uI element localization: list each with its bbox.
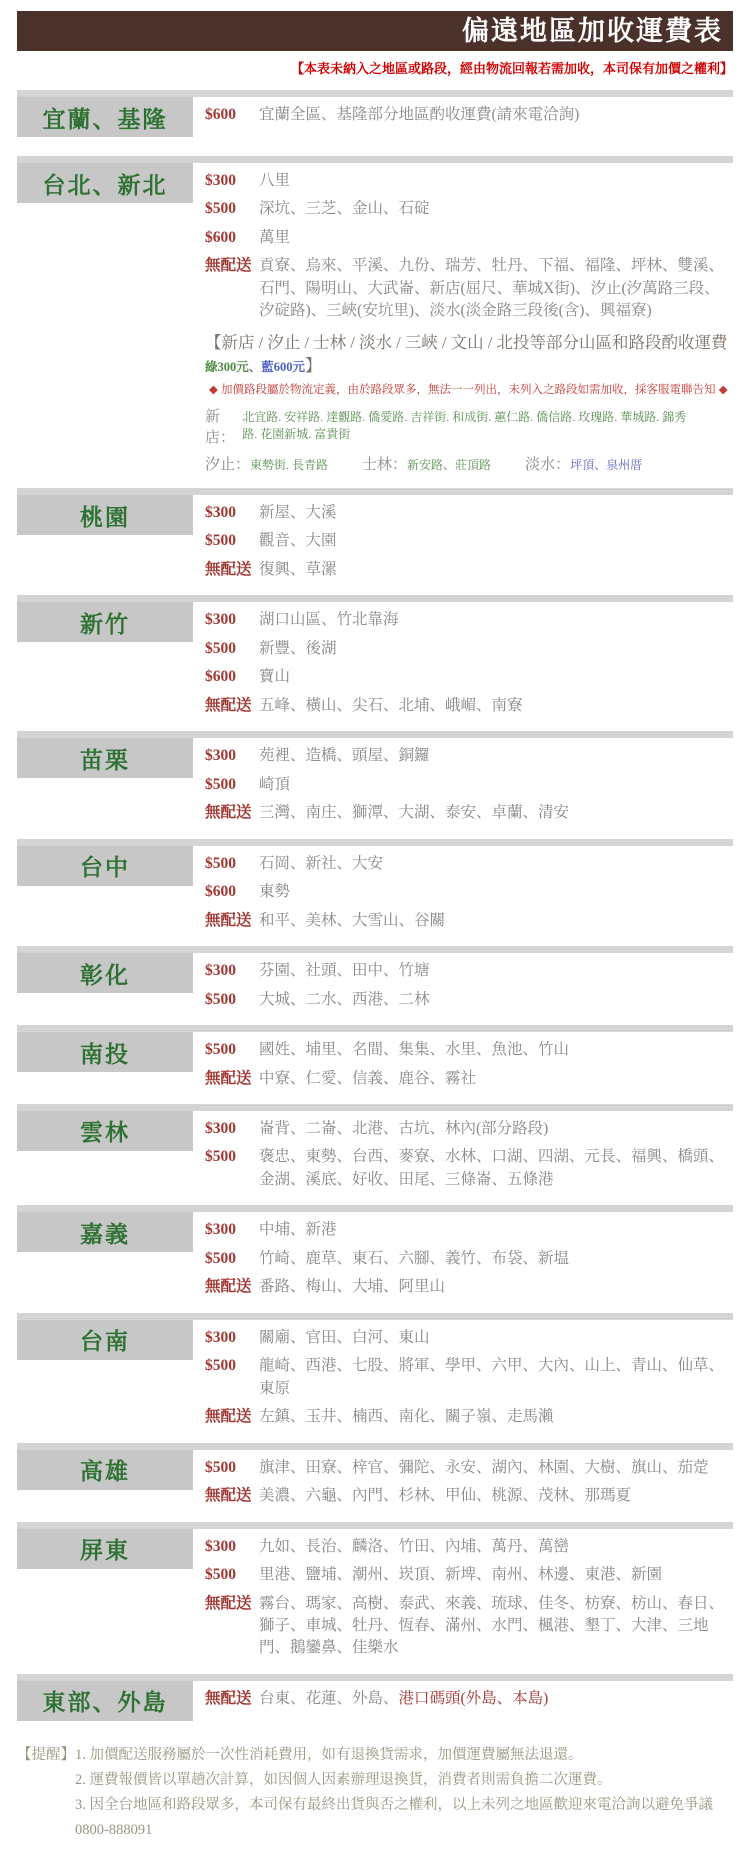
area-list: 龍崎、西港、七股、將軍、學甲、六甲、大內、山上、青山、仙草、東原 — [259, 1357, 725, 1397]
section — [17, 1674, 733, 1729]
fee-row — [205, 742, 733, 770]
price-tag: $600 — [205, 106, 236, 123]
fee-row — [205, 1143, 733, 1194]
footer-prefix: 【提醒】 — [17, 1746, 75, 1763]
no-delivery-tag: 無配送 — [205, 696, 252, 714]
area-list: 五峰、橫山、尖石、北埔、峨嵋、南寮 — [259, 696, 523, 714]
area-list: 崙背、二崙、北港、古坑、林內(部分路段) — [259, 1119, 549, 1137]
no-delivery-tag: 無配送 — [205, 1689, 252, 1707]
price-tag: $500 — [205, 854, 236, 872]
fee-row — [205, 1685, 733, 1713]
section — [17, 946, 733, 1014]
price-tag: $500 — [205, 1458, 236, 1476]
special-heading-part: 藍600元 — [261, 359, 306, 374]
fee-row — [205, 1115, 733, 1143]
route-list: 北宜路. 安祥路. 達觀路. 僑愛路. 吉祥街. 和成街. 蕙仁路. 僑信路. 玫瑰路. 華城路. 錦秀路. 花園新城. 富貴街 — [242, 410, 687, 441]
area-list: 霧台、瑪家、高樹、泰武、來義、琉球、佳冬、枋寮、枋山、春日、獅子、車城、牡丹、恆春、滿州、水門、楓港、墾丁、大津、三地門、鵝鑾鼻、佳樂水 — [259, 1594, 725, 1657]
price-tag: $500 — [205, 639, 236, 657]
region-label: 彰化 — [17, 953, 193, 993]
area-list: 觀音、大園 — [259, 532, 337, 550]
area-list: 湖口山區、竹北靠海 — [259, 611, 399, 629]
area-list: 旗津、田寮、梓官、彌陀、永安、湖內、林園、大樹、旗山、茄萣 — [259, 1458, 709, 1476]
section — [17, 839, 733, 935]
no-delivery-tag: 無配送 — [205, 1487, 252, 1505]
area-list: 番路、梅山、大埔、阿里山 — [259, 1278, 446, 1296]
fee-row — [205, 1454, 733, 1482]
region-label: 台南 — [17, 1320, 193, 1360]
price-tag: $500 — [205, 1249, 236, 1267]
region-label: 台北、新北 — [17, 163, 193, 203]
route-line — [205, 450, 733, 477]
area-list: 石岡、新社、大安 — [259, 854, 384, 872]
region-label: 苗栗 — [17, 738, 193, 778]
area-list: 關廟、官田、白河、東山 — [259, 1328, 430, 1346]
special-heading-part: 綠300元 — [205, 359, 249, 374]
fee-row — [205, 1590, 733, 1663]
fee-row — [205, 1273, 733, 1301]
area-list: 和平、美林、大雪山、谷關 — [259, 911, 446, 929]
section-strip — [17, 1443, 733, 1450]
fee-row — [205, 1065, 733, 1093]
footer-note: 3. 因全台地區和路段眾多，本司保有最終出貨與否之權利，以上未列之地區歡迎來電洽詢以避免爭議0800-888091 — [75, 1796, 713, 1838]
region-label: 高雄 — [17, 1450, 193, 1490]
section — [17, 1025, 733, 1093]
fee-row — [205, 1324, 733, 1352]
region-label: 宜蘭、基隆 — [17, 97, 193, 137]
fee-row — [205, 606, 733, 634]
route-group — [205, 405, 699, 447]
route-group — [525, 453, 642, 474]
no-delivery-tag: 無配送 — [205, 804, 252, 822]
area-list: 宜蘭全區、基隆部分地區酌收運費(請來電洽詢) — [259, 106, 580, 123]
fee-row — [205, 663, 733, 691]
area-list: 大城、二水、西港、二林 — [259, 990, 430, 1008]
price-tag: $300 — [205, 1328, 236, 1346]
section-content — [205, 846, 733, 935]
price-tag: $300 — [205, 1221, 236, 1239]
price-tag: $500 — [205, 200, 236, 218]
area-list: 褒忠、東勢、台西、麥寮、水林、口湖、四湖、元長、福興、橋頭、金湖、溪底、好收、田尾、三條崙、五條港 — [259, 1148, 725, 1188]
fee-row — [205, 850, 733, 878]
footer-note — [17, 1743, 733, 1768]
section-content — [205, 495, 733, 584]
price-tag: $300 — [205, 504, 236, 521]
route-label: 淡水： — [525, 457, 571, 473]
fee-row — [205, 1216, 733, 1244]
section — [17, 156, 733, 477]
price-tag: $500 — [205, 1148, 236, 1166]
area-list: 九如、長治、麟洛、竹田、內埔、萬丹、萬巒 — [259, 1537, 570, 1555]
region-label: 桃園 — [17, 495, 193, 535]
no-delivery-tag: 無配送 — [205, 257, 252, 275]
price-tag: $500 — [205, 1041, 236, 1059]
section-strip — [17, 1025, 733, 1032]
fee-row — [205, 527, 733, 555]
area-list: 寶山 — [259, 668, 291, 686]
area-list: 左鎮、玉井、楠西、南化、關子嶺、走馬瀨 — [259, 1408, 554, 1426]
footer-note-text: 1. 加價配送服務屬於一次性消耗費用，如有退換貨需求，加價運費屬無法退還。 — [75, 1746, 583, 1763]
footer-notes — [17, 1743, 733, 1843]
fee-row — [205, 1036, 733, 1064]
section-strip — [17, 156, 733, 163]
no-delivery-tag: 無配送 — [205, 1408, 252, 1426]
fee-row — [205, 1352, 733, 1403]
area-list: 新豐、後湖 — [259, 639, 337, 657]
fee-row — [205, 167, 733, 195]
section-content — [205, 1681, 733, 1729]
area-list: 萬里 — [259, 228, 291, 246]
section-content — [205, 1212, 733, 1301]
area-list: 中埔、新港 — [259, 1221, 337, 1239]
price-tag: $300 — [205, 1119, 236, 1137]
area-list: 三灣、南庄、獅潭、大湖、泰安、卓蘭、清安 — [259, 804, 570, 822]
fee-row — [205, 771, 733, 799]
area-list: 復興、草漯 — [259, 560, 337, 578]
route-list: 東勢街. 長青路 — [250, 458, 329, 472]
fee-row — [205, 1561, 733, 1589]
section-strip — [17, 1674, 733, 1681]
region-label: 東部、外島 — [17, 1681, 193, 1721]
section-strip — [17, 731, 733, 738]
section-strip — [17, 1104, 733, 1111]
fee-row — [205, 799, 733, 827]
special-heading — [205, 329, 733, 379]
region-label: 屏東 — [17, 1529, 193, 1569]
price-tag: $500 — [205, 990, 236, 1008]
region-label: 新竹 — [17, 602, 193, 642]
area-list: 中寮、仁愛、信義、鹿谷、霧社 — [259, 1069, 477, 1087]
section-content — [205, 97, 733, 145]
section — [17, 488, 733, 584]
route-group — [205, 453, 328, 474]
region-label: 嘉義 — [17, 1212, 193, 1252]
price-tag: $600 — [205, 668, 236, 686]
area-list: 國姓、埔里、名間、集集、水里、魚池、竹山 — [259, 1041, 570, 1059]
area-list: 里港、鹽埔、潮州、崁頂、新埤、南州、林邊、東港、新園 — [259, 1566, 663, 1584]
section-strip — [17, 595, 733, 602]
special-heading-part: 】 — [305, 355, 322, 375]
fee-row — [205, 499, 733, 527]
fee-row — [205, 1245, 733, 1273]
section — [17, 1522, 733, 1663]
area-list: 芬園、社頭、田中、竹塘 — [259, 962, 430, 980]
price-tag: $300 — [205, 611, 236, 629]
section — [17, 731, 733, 827]
fee-row — [205, 907, 733, 935]
fee-row — [205, 692, 733, 720]
special-heading-part: 【新店 / 汐止 / 士林 / 淡水 / 三峽 / 文山 / 北投等部分山區和路段酌收運費 — [205, 332, 728, 352]
no-delivery-tag: 無配送 — [205, 1594, 252, 1612]
fee-row — [205, 101, 733, 129]
price-tag: $300 — [205, 172, 236, 189]
fee-row — [205, 195, 733, 223]
section — [17, 90, 733, 145]
price-tag: $300 — [205, 747, 236, 765]
region-label: 南投 — [17, 1032, 193, 1072]
section-strip — [17, 90, 733, 97]
section-content — [205, 1450, 733, 1511]
section — [17, 1205, 733, 1301]
page-title: 偏遠地區加收運費表 — [462, 16, 723, 46]
price-tag: $500 — [205, 1357, 236, 1375]
route-line — [205, 402, 733, 450]
route-label: 汐止： — [205, 457, 251, 473]
section — [17, 595, 733, 720]
special-warning: ◆ 加價路段屬於物流定義，由於路段眾多，無法一一列出，未列入之路段如需加收，採客服電聯告知 ◆ — [209, 384, 728, 396]
area-list: 新屋、大溪 — [259, 504, 337, 521]
section — [17, 1104, 733, 1194]
region-label: 雲林 — [17, 1111, 193, 1151]
fee-row — [205, 556, 733, 584]
area-list: 八里 — [259, 172, 291, 189]
no-delivery-tag: 無配送 — [205, 1069, 252, 1087]
area-list: 苑裡、造橋、頭屋、銅鑼 — [259, 747, 430, 765]
section-strip — [17, 488, 733, 495]
region-label: 台中 — [17, 846, 193, 886]
no-delivery-tag: 無配送 — [205, 560, 252, 578]
section-strip — [17, 839, 733, 846]
fee-row — [205, 957, 733, 985]
section-content — [205, 738, 733, 827]
area-list: 東勢 — [259, 883, 291, 901]
section-strip — [17, 1205, 733, 1212]
fee-row — [205, 878, 733, 906]
notice-text: 【本表未納入之地區或路段，經由物流回報若需加收，本司保有加價之權利】 — [290, 61, 733, 76]
price-tag: $500 — [205, 1566, 236, 1584]
section-strip — [17, 1522, 733, 1529]
fee-row — [205, 1403, 733, 1431]
area-list: 台東、花蓮、外島、港口碼頭(外島、本島) — [259, 1689, 549, 1707]
no-delivery-tag: 無配送 — [205, 1278, 252, 1296]
section — [17, 1443, 733, 1511]
fee-row — [205, 1533, 733, 1561]
sections — [17, 90, 733, 1729]
section — [17, 1313, 733, 1432]
fee-row — [205, 635, 733, 663]
fee-row — [205, 252, 733, 325]
fee-row — [205, 986, 733, 1014]
area-list: 美濃、六龜、內門、杉林、甲仙、桃源、茂林、那瑪夏 — [259, 1487, 632, 1505]
area-list: 崎頂 — [259, 775, 291, 793]
section-strip — [17, 946, 733, 953]
area-list: 竹崎、鹿草、東石、六腳、義竹、布袋、新塭 — [259, 1249, 570, 1267]
price-tag: $500 — [205, 532, 236, 550]
special-heading-part: 、 — [248, 359, 262, 374]
no-delivery-tag: 無配送 — [205, 911, 252, 929]
footer-note: 2. 運費報價皆以單趟次計算，如因個人因素辦理退換貨，消費者則需負擔二次運費。 — [75, 1771, 612, 1788]
title-bar — [17, 11, 733, 51]
route-label: 士林： — [362, 457, 408, 473]
price-tag: $600 — [205, 883, 236, 901]
route-label: 新店： — [205, 409, 236, 446]
section-content — [205, 953, 733, 1014]
section-content — [205, 163, 733, 477]
fee-row — [205, 224, 733, 252]
route-list: 新安路、莊頂路 — [407, 458, 492, 472]
section-content — [205, 1032, 733, 1093]
area-list: 深坑、三芝、金山、石碇 — [259, 200, 430, 218]
price-tag: $600 — [205, 228, 236, 246]
section-content — [205, 1111, 733, 1194]
fee-row — [205, 1482, 733, 1510]
section-content — [205, 602, 733, 720]
route-list: 坪頂、泉州厝 — [570, 458, 643, 472]
area-list-red: 港口碼頭(外島、本島) — [398, 1689, 549, 1707]
section-content — [205, 1320, 733, 1432]
section-strip — [17, 1313, 733, 1320]
area-list: 貢寮、烏來、平溪、九份、瑞芳、牡丹、下福、福隆、坪林、雙溪、石門、陽明山、大武崙、新店(屈尺、華城X街)、汐止(汐萬路三段、汐碇路)、三峽(安坑里)、淡水(淡金路三段後(含)、興福寮) — [259, 257, 725, 320]
price-tag: $500 — [205, 775, 236, 793]
price-tag: $300 — [205, 1537, 236, 1555]
price-tag: $300 — [205, 962, 236, 980]
route-group — [362, 453, 491, 474]
section-content — [205, 1529, 733, 1663]
special-note-block — [205, 329, 733, 477]
